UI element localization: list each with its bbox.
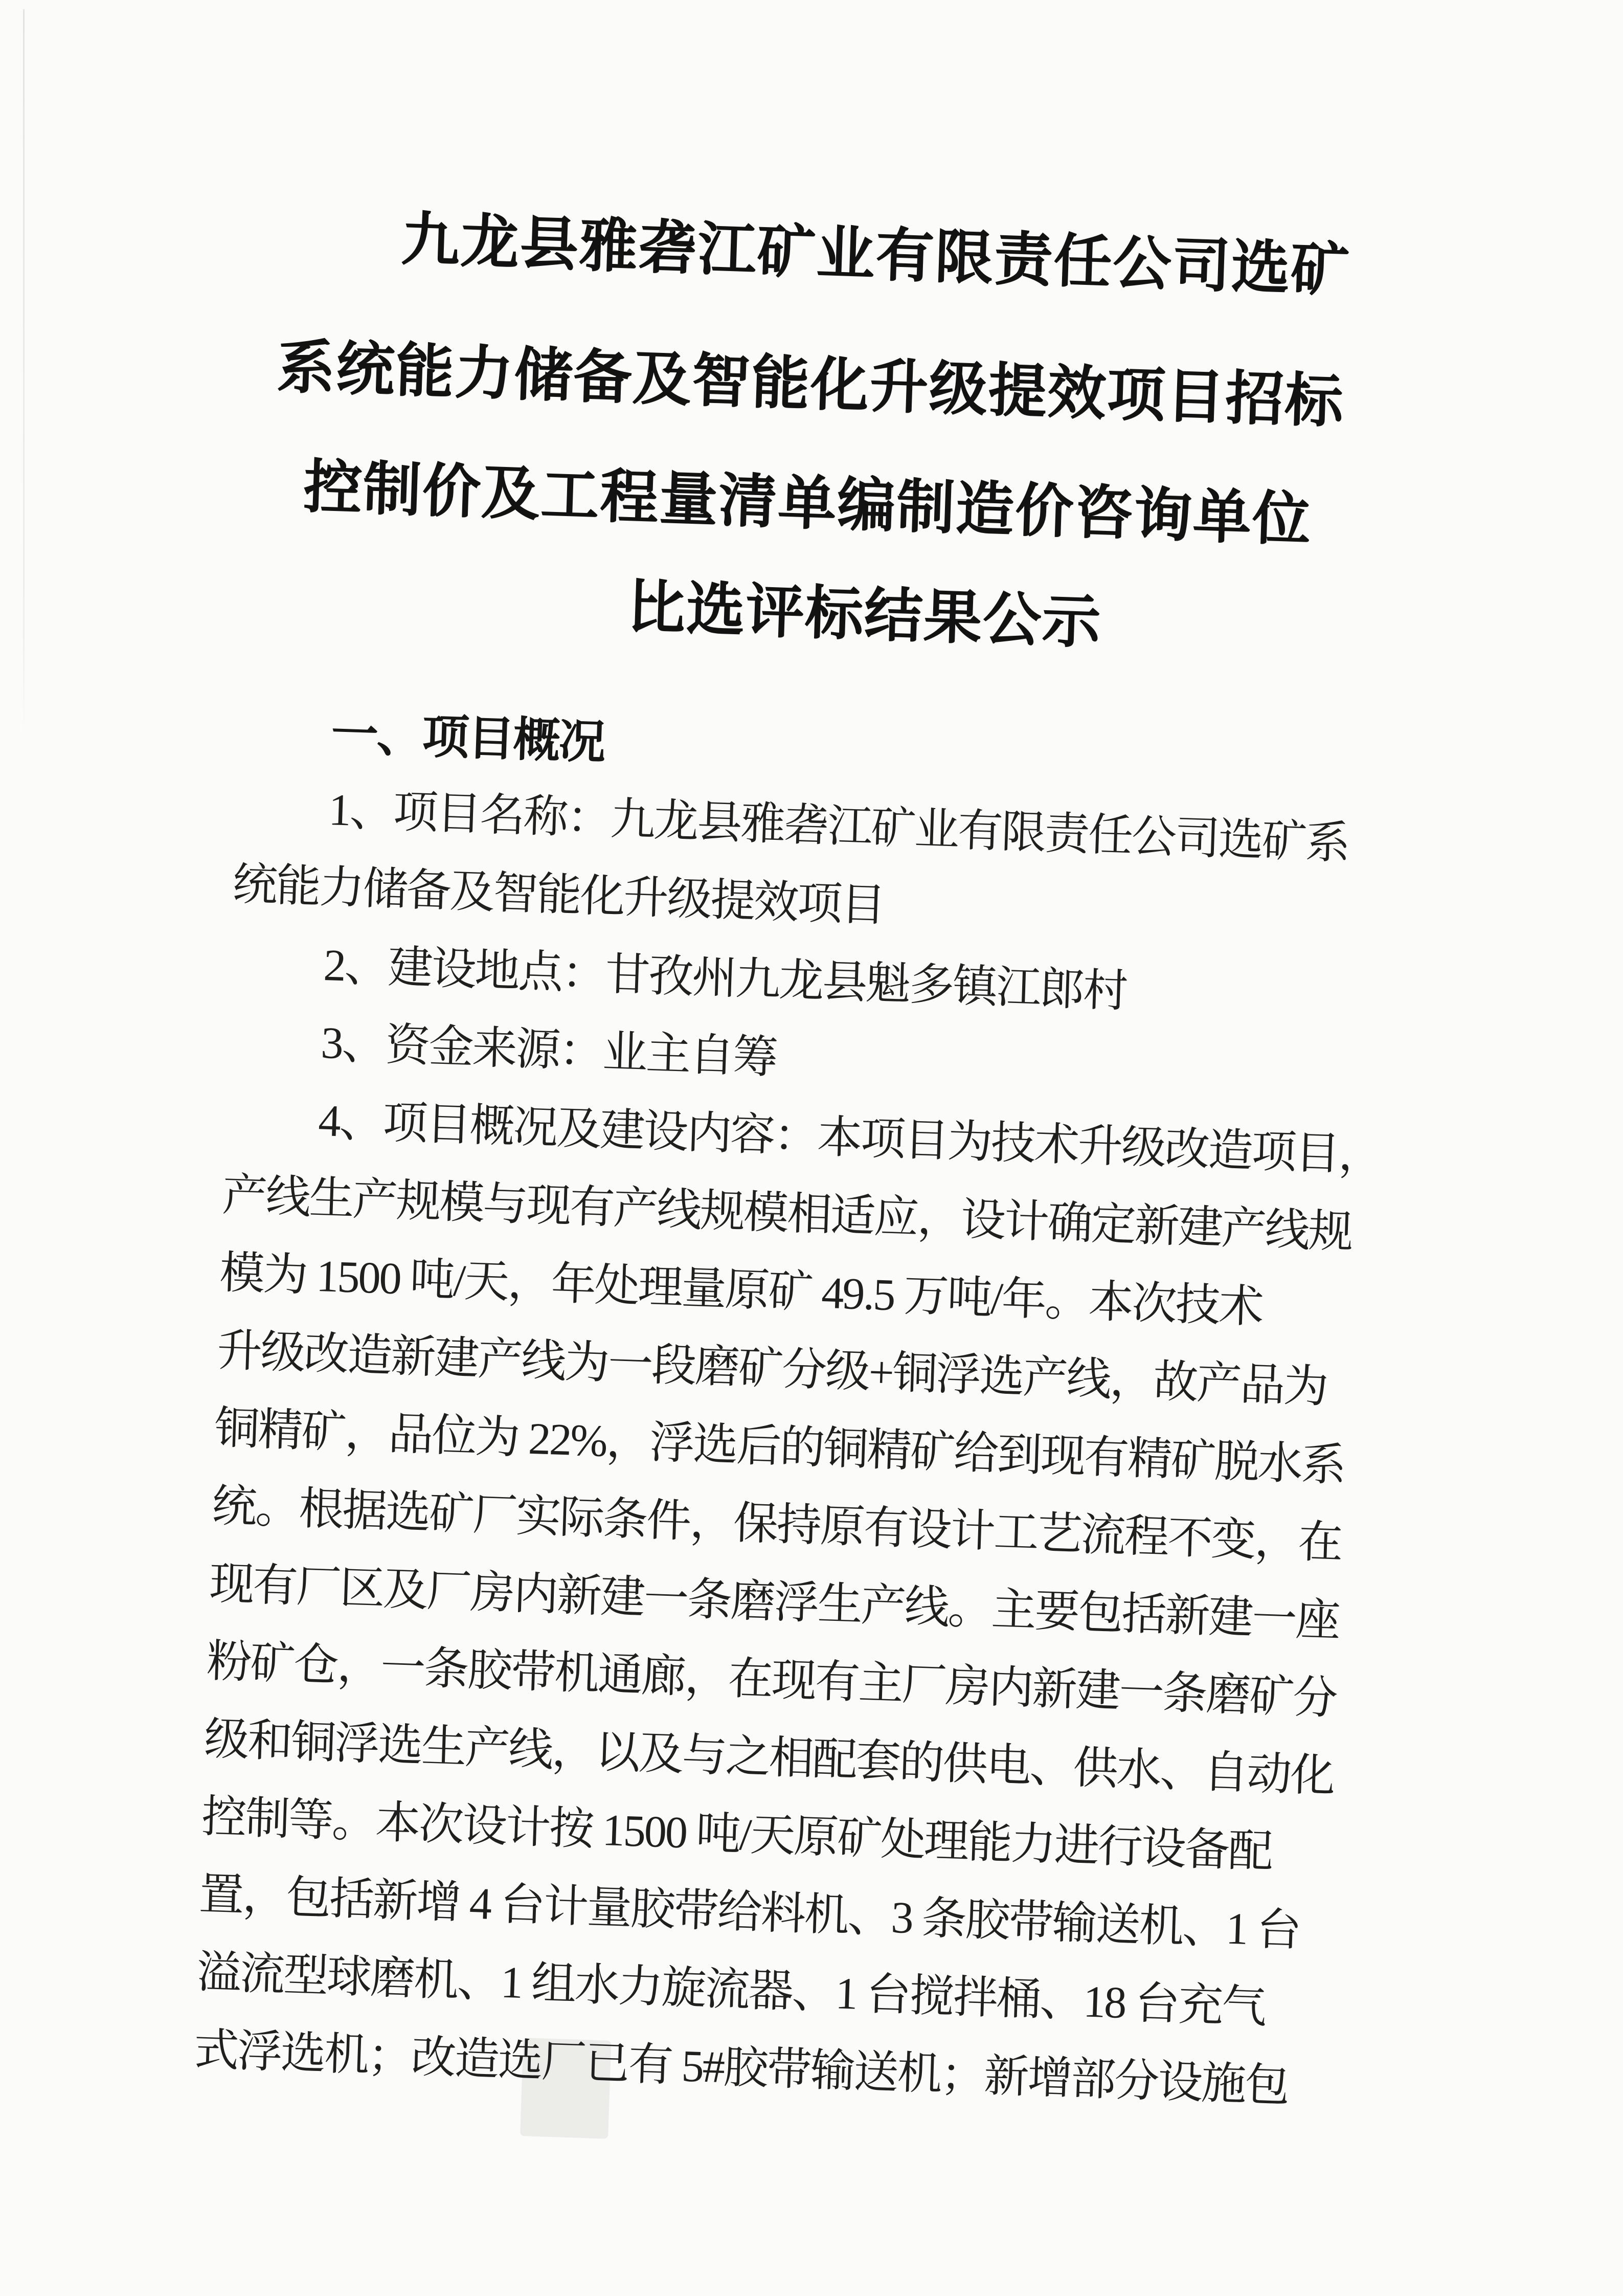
document-title-line-1: 九龙县雅砻江矿业有限责任公司选矿 [400,207,1351,303]
body-line-funding: 3、资金来源：业主自筹 [320,1018,777,1083]
body-line-paragraph: 产线生产规模与现有产线规模相适应，设计确定新建产线规 [221,1170,1353,1258]
body-line-paragraph: 式浮选机；改造选厂已有 5#胶带输送机；新增部分设施包 [193,2025,1289,2111]
body-line-location: 2、建设地点：甘孜州九龙县魁多镇江郎村 [323,941,1128,1017]
document-title-line-3: 控制价及工程量清单编制造价咨询单位 [302,454,1313,553]
body-line-paragraph: 溢流型球磨机、1 组水力旋流器、1 台搅拌桶、18 台充气 [195,1947,1266,2033]
section-heading: 一、项目概况 [330,707,605,769]
document-title-line-2: 系统能力储备及智能化升级提效项目招标 [276,334,1345,435]
body-line-paragraph: 铜精矿，品位为 22%，浮选后的铜精矿给到现有精矿脱水系 [214,1403,1346,1491]
body-line-paragraph: 级和铜浮选生产线，以及与之相配套的供电、供水、自动化 [203,1714,1335,1802]
body-line-paragraph: 模为 1500 吨/天，年处理量原矿 49.5 万吨/年。本次技术 [219,1248,1264,1333]
body-line-paragraph: 置，包括新增 4 台计量胶带给料机、3 条胶带输送机、1 台 [198,1869,1301,1956]
body-line-paragraph: 升级改造新建产线为一段磨矿分级+铜浮选产线，故产品为 [216,1326,1328,1413]
body-line-overview: 4、项目概况及建设内容：本项目为技术升级改造项目， [318,1096,1383,1181]
body-line-paragraph: 粉矿仓，一条胶带机通廊，在现有主厂房内新建一条磨矿分 [206,1637,1337,1724]
document-title-line-4: 比选评标结果公示 [626,574,1102,656]
body-line-project-name-wrap: 统能力储备及智能化升级提效项目 [232,860,885,931]
body-line-project-name: 1、项目名称：九龙县雅砻江矿业有限责任公司选矿系 [328,785,1350,869]
body-line-paragraph: 控制等。本次设计按 1500 吨/天原矿处理能力进行设备配 [200,1792,1273,1878]
body-line-paragraph: 现有厂区及厂房内新建一条磨浮生产线。主要包括新建一座 [208,1559,1340,1646]
body-line-paragraph: 统。根据选矿厂实际条件，保持原有设计工艺流程不变，在 [211,1481,1342,1569]
